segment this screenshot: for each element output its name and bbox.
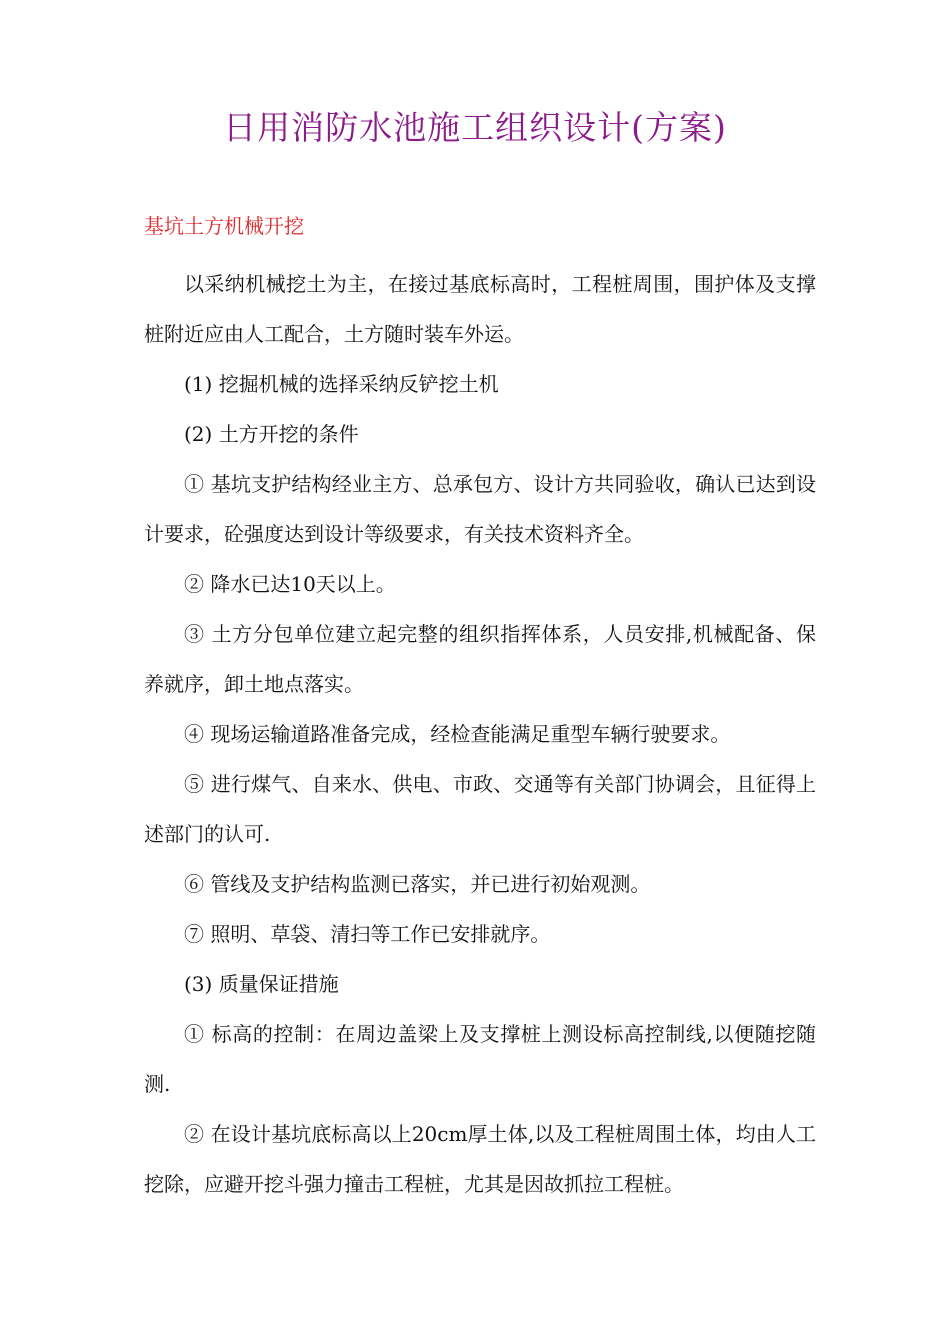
document-title: 日用消防水池施工组织设计(方案) [223,108,727,147]
section-heading: 基坑土方机械开挖 [144,214,304,238]
paragraph-condition-4: ④ 现场运输道路准备完成，经检查能满足重型车辆行驶要求。 [184,722,731,746]
paragraph-measure-1: ① 标高的控制：在周边盖梁上及支撑桩上测设标高控制线,以便随挖随测. [144,1022,816,1096]
paragraph-item-3: (3) 质量保证措施 [184,972,339,996]
paragraph-condition-5: ⑤ 进行煤气、自来水、供电、市政、交通等有关部门协调会，且征得上述部门的认可. [144,772,816,846]
paragraph-condition-7: ⑦ 照明、草袋、清扫等工作已安排就序。 [184,922,551,946]
paragraph-condition-1: ① 基坑支护结构经业主方、总承包方、设计方共同验收，确认已达到设计要求，砼强度达到设计等级要求，有关技术资料齐全。 [144,472,816,546]
paragraph-item-1: (1) 挖掘机械的选择采纳反铲挖土机 [184,372,499,396]
document-body [144,259,816,1209]
paragraph-intro: 以采纳机械挖土为主，在接过基底标高时，工程桩周围，围护体及支撑桩附近应由人工配合，土方随时装车外运。 [144,272,816,346]
paragraph-measure-2: ② 在设计基坑底标高以上20cm厚土体,以及工程桩周围土体，均由人工挖除，应避开挖斗强力撞击工程桩，尤其是因故抓拉工程桩。 [144,1122,816,1196]
paragraph-item-2: (2) 土方开挖的条件 [184,422,359,446]
paragraph-condition-3: ③ 土方分包单位建立起完整的组织指挥体系，人员安排,机械配备、保养就序，卸土地点落实。 [144,622,816,696]
paragraph-condition-2: ② 降水已达10天以上。 [184,572,396,596]
paragraph-condition-6: ⑥ 管线及支护结构监测已落实，并已进行初始观测。 [184,872,651,896]
